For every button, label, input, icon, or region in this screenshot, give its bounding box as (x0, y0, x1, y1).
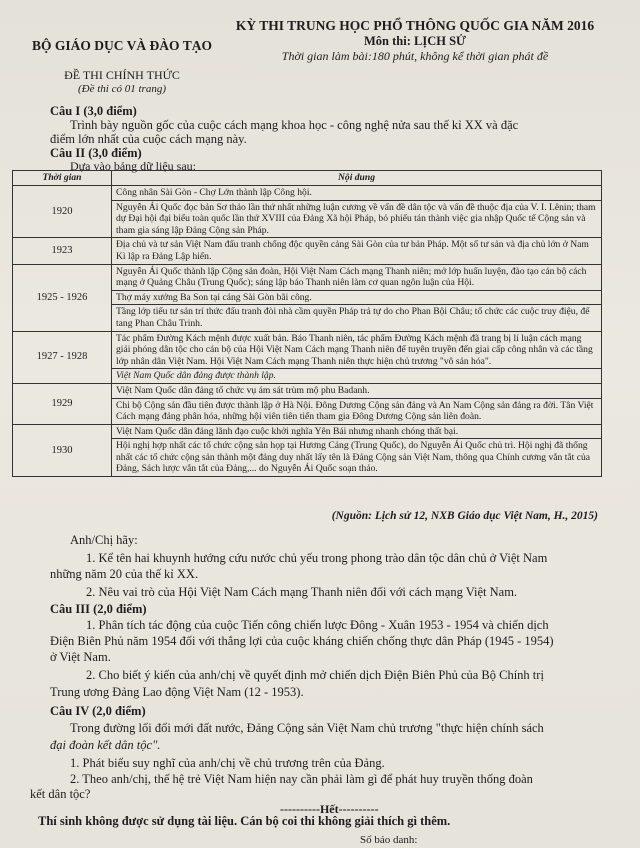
q4-task-2b: kết dân tộc? (30, 787, 91, 801)
q4-line-2: đại đoàn kết dân tộc". (50, 738, 161, 752)
content-cell: Việt Nam Quốc dân đảng tổ chức vụ ám sát trùm mộ phu Badanh. (112, 383, 602, 398)
q4-task-2a: 2. Theo anh/chị, thế hệ trẻ Việt Nam hiện nay cần phải làm gì để phát huy truyền thống đoàn (70, 772, 533, 786)
q2-task-1b: những năm 20 của thế kỉ XX. (50, 567, 199, 581)
q2-task-1a: 1. Kể tên hai khuynh hướng cứu nước chủ yếu trong phong trào dân tộc dân chủ ở Việt Nam (86, 551, 548, 565)
subject: Môn thi: LỊCH SỬ (364, 34, 466, 48)
year-cell: 1925 - 1926 (13, 264, 112, 331)
table-source: (Nguồn: Lịch sử 12, NXB Giáo dục Việt Nam, H., 2015) (331, 510, 598, 522)
q3-task-2b: Trung ương Đảng Lao động Việt Nam (12 - 1953). (50, 685, 304, 699)
q3-title: Câu III (2,0 điểm) (50, 602, 147, 616)
footer-note: Thí sinh không được sử dụng tài liệu. Cán bộ coi thi không giải thích gì thêm. (38, 814, 451, 828)
time-limit: Thời gian làm bài:180 phút, không kể thời gian phát đề (281, 49, 549, 63)
year-cell: 1923 (13, 238, 112, 264)
exam-title: KỲ THI TRUNG HỌC PHỔ THÔNG QUỐC GIA NĂM 2016 (235, 18, 595, 33)
header-right (205, 18, 625, 64)
page-count: (Đề thi có 01 trang) (78, 83, 166, 95)
content-cell: Thợ máy xưởng Ba Son tại cảng Sài Gòn bãi công. (112, 290, 602, 305)
content-cell: Nguyễn Ái Quốc đọc bản Sơ thảo lần thứ nhất những luận cương về vấn đề dân tộc và vấn đề thuộc địa của V. I. Lênin; tham dự Đại hội đại biểu toàn quốc lần thứ XVIII của Đảng Xã hội Pháp, bỏ phiếu tán thành việc gia nhập Quốc tế Cộng sản và tham gia sáng lập Đảng Cộng sản Pháp. (112, 200, 602, 238)
year-cell: 1927 - 1928 (13, 331, 112, 383)
q2-task-2: 2. Nêu vai trò của Hội Việt Nam Cách mạng Thanh niên đối với cách mạng Việt Nam. (86, 585, 518, 599)
table-row (13, 264, 602, 290)
table-row (13, 186, 602, 201)
content-cell: Chi bộ Cộng sản đầu tiên được thành lập ở Hà Nội. Đông Dương Cộng sản đảng và An Nam Cộng sản đảng ra đời. Tân Việt Cách mạng đảng phân hóa, những hội viên tiên tiến tham gia Đông Dương Cộng sản liên đoàn. (112, 398, 602, 424)
q4-line-1: Trong đường lối đổi mới đất nước, Đảng Cộng sản Việt Nam chủ trương "thực hiện chính sách (70, 721, 544, 735)
q4-task-1: 1. Phát biểu suy nghĩ của anh/chị về chủ trương trên của Đảng. (70, 756, 385, 770)
content-cell: Việt Nam Quốc dân đảng được thành lập. (112, 369, 602, 384)
official-label: ĐỀ THI CHÍNH THỨC (64, 68, 180, 82)
end-marker: ----------Hết---------- (280, 802, 379, 816)
q1-title: Câu I (3,0 điểm) (50, 104, 137, 118)
table-header-row (13, 171, 602, 186)
data-table (12, 170, 602, 477)
year-cell: 1929 (13, 383, 112, 424)
q2-title: Câu II (3,0 điểm) (50, 146, 142, 160)
content-cell: Công nhân Sài Gòn - Chợ Lớn thành lập Công hội. (112, 186, 602, 201)
content-cell: Tác phẩm Đường Kách mệnh được xuất bản. Báo Thanh niên, tác phẩm Đường Kách mệnh đã trang bị lí luận cách mạng giải phóng dân tộc cho cán bộ của Hội Việt Nam Cách mạng Thanh niên để tuyên truyền đến giai cấp công nhân và các tầng lớp nhân dân Việt Nam. Hội Việt Nam Cách mạng Thanh niên thực hiện chủ trương "vô sản hóa". (112, 331, 602, 369)
q1-text-2: điểm lớn nhất của cuộc cách mạng này. (50, 132, 247, 146)
q3-task-2a: 2. Cho biết ý kiến của anh/chị về quyết định mở chiến dịch Điện Biên Phủ của Bộ Chính trị (86, 668, 544, 682)
header-left (22, 38, 222, 95)
content-cell: Việt Nam Quốc dân đảng lãnh đạo cuộc khởi nghĩa Yên Bái nhưng nhanh chóng thất bại. (112, 424, 602, 439)
col-time-header: Thời gian (13, 171, 112, 186)
q4-title: Câu IV (2,0 điểm) (50, 704, 146, 718)
table-row (13, 383, 602, 398)
table-row (13, 238, 602, 264)
ministry-name: BỘ GIÁO DỤC VÀ ĐÀO TẠO (32, 38, 212, 53)
q3-task-1b: Điện Biên Phủ năm 1954 đối với thắng lợi của cuộc kháng chiến chống thực dân Pháp (1945 - 1954) (50, 634, 554, 648)
q3-task-1a: 1. Phân tích tác động của cuộc Tiến công chiến lược Đông - Xuân 1953 - 1954 và chiến dịch (86, 618, 549, 632)
table-row (13, 331, 602, 369)
content-cell: Nguyễn Ái Quốc thành lập Cộng sản đoàn, Hội Việt Nam Cách mạng Thanh niên; mở lớp huấn luyện, đào tạo cán bộ cách mạng ở Quảng Châu (Trung Quốc); sáng lập báo Thanh niên làm cơ quan ngôn luận của Hội. (112, 264, 602, 290)
table-row (13, 424, 602, 439)
candidate-number-label: Số báo danh: (360, 834, 418, 846)
content-cell: Hội nghị hợp nhất các tổ chức cộng sản họp tại Hương Cảng (Trung Quốc), do Nguyễn Ái Quốc chủ trì. Hội nghị đã thống nhất các tổ chức cộng sản thành một đảng duy nhất lấy tên là Đảng Cộng sản Việt Nam, thông qua Chính cương vắn tắt của Đảng, Sách lược vắn tắt của Đảng,... do Nguyễn Ái Quốc soạn thảo. (112, 439, 602, 477)
content-cell: Địa chủ và tư sản Việt Nam đấu tranh chống độc quyền cảng Sài Gòn của tư bản Pháp. Một số tư sản và địa chủ lớn ở Nam Kì lập ra Đảng Lập hiến. (112, 238, 602, 264)
q1-text-1: Trình bày nguồn gốc của cuộc cách mạng khoa học - công nghệ nửa sau thế kỉ XX và đặc (70, 118, 519, 132)
q2-prompt: Anh/Chị hãy: (70, 533, 138, 547)
year-cell: 1920 (13, 186, 112, 238)
q3-task-1c: ở Việt Nam. (50, 650, 111, 664)
col-content-header: Nội dung (112, 171, 602, 186)
year-cell: 1930 (13, 424, 112, 476)
q2-intro: Dựa vào bảng dữ liệu sau: (70, 159, 196, 173)
content-cell: Tầng lớp tiểu tư sản trí thức đấu tranh đòi nhà cầm quyền Pháp trả tự do cho Phan Bội Châu; tổ chức các cuộc truy điệu, để tang Phan Châu Trinh. (112, 305, 602, 331)
